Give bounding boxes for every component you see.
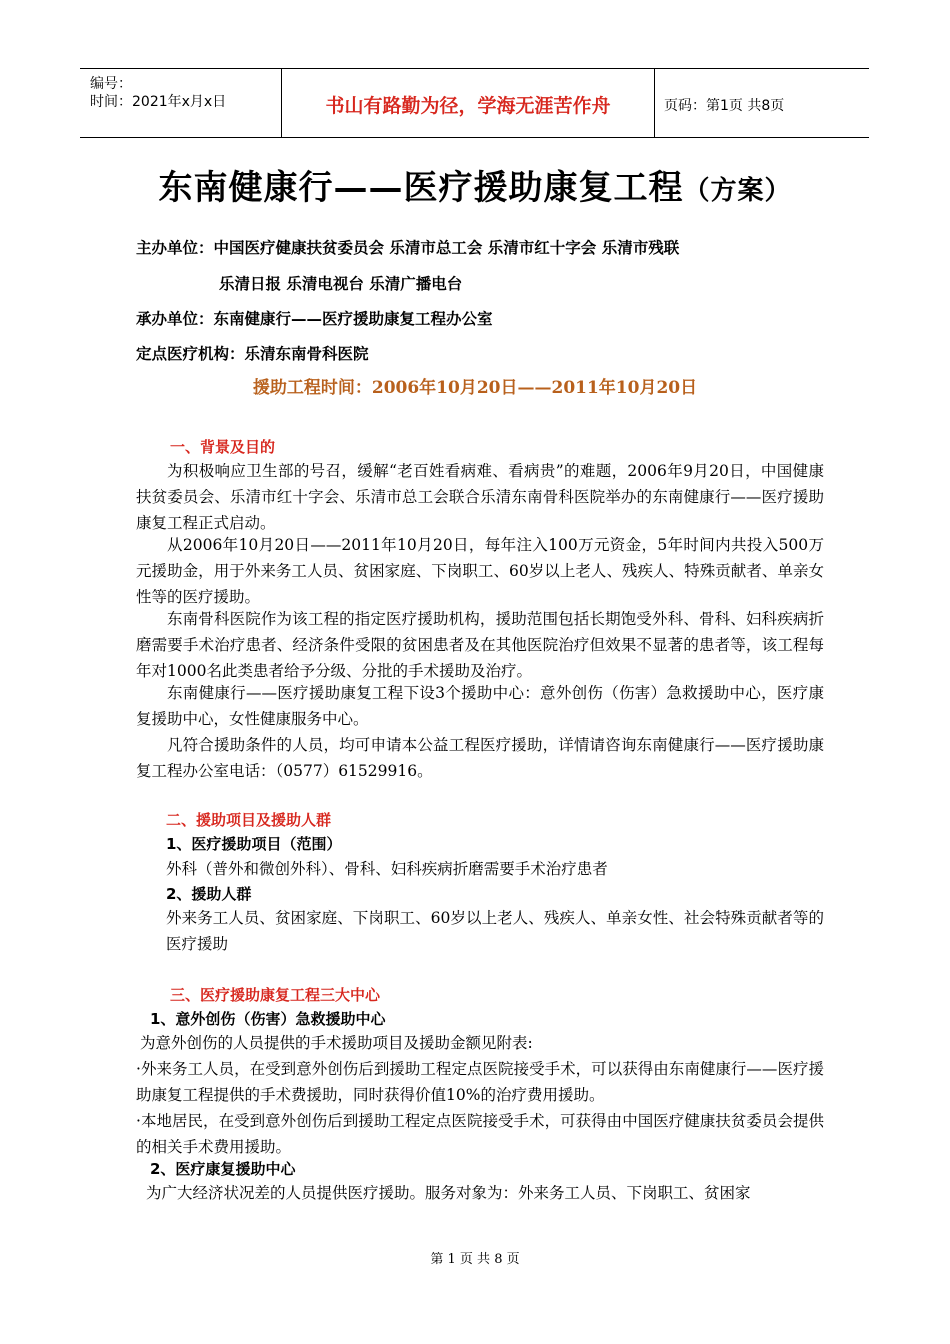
section-2-text-1: 外科（普外和微创外科）、骨科、妇科疾病折磨需要手术治疗患者 (166, 860, 608, 878)
section-3-bullet-2: ·本地居民，在受到意外创伤后到援助工程定点医院接受手术，可获得由中国医疗健康扶贫委员会提供的相关手术费用援助。 (136, 1112, 824, 1156)
section-2-subheading-2: 2、援助人群 (166, 885, 252, 903)
header-right-cell (654, 69, 869, 137)
page-footer: 第 1 页 共 8 页 (430, 1252, 520, 1267)
section-1-paragraph-5: 凡符合援助条件的人员，均可申请本公益工程医疗援助，详情请咨询东南健康行——医疗援助康复工程办公室电话：（0577）61529916。 (136, 736, 824, 780)
section-3-subheading-1: 1、意外创伤（伤害）急救援助中心 (150, 1010, 386, 1028)
section-1-heading: 一、背景及目的 (170, 438, 276, 456)
title-suffix: （方案） (683, 176, 792, 206)
header-middle-cell (281, 69, 655, 137)
section-3-heading: 三、医疗援助康复工程三大中心 (170, 986, 381, 1004)
document-time: 时间：2021年x月x日 (90, 94, 227, 110)
organizers-line-2: 乐清日报 乐清电视台 乐清广播电台 (219, 275, 463, 293)
section-3-intro: 为意外创伤的人员提供的手术援助项目及援助金额见附表: (140, 1034, 533, 1052)
document-title (0, 160, 950, 209)
section-1-paragraph-3: 东南骨科医院作为该工程的指定医疗援助机构，援助范围包括长期饱受外科、骨科、妇科疾病折磨需要手术治疗患者、经济条件受限的贫困患者及在其他医院治疗但效果不显著的患者等，该工程每年对1000名此类患者给予分级、分批的手术援助及治疗。 (136, 610, 824, 680)
section-2-heading: 二、援助项目及援助人群 (166, 811, 332, 829)
section-1-paragraph-4: 东南健康行——医疗援助康复工程下设3个援助中心：意外创伤（伤害）急救援助中心，医疗康复援助中心，女性健康服务中心。 (136, 684, 824, 728)
section-3-text-2: 为广大经济状况差的人员提供医疗援助。服务对象为：外来务工人员、下岗职工、贫困家 (146, 1184, 751, 1202)
header-motto: 书山有路勤为径，学海无涯苦作舟 (325, 95, 611, 117)
section-1-paragraph-1: 为积极响应卫生部的号召，缓解“老百姓看病难、看病贵”的难题，2006年9月20日，中国健康扶贫委员会、乐清市红十字会、乐清市总工会联合乐清东南骨科医院举办的东南健康行——医疗援助康复工程正式启动。 (136, 462, 824, 532)
title-main: 东南健康行——医疗援助康复工程 (158, 168, 684, 208)
organizers-line-1: 主办单位：中国医疗健康扶贫委员会 乐清市总工会 乐清市红十字会 乐清市残联 (136, 239, 680, 257)
section-3-bullet-1: ·外来务工人员，在受到意外创伤后到援助工程定点医院接受手术，可以获得由东南健康行——医疗援助康复工程提供的手术费援助，同时获得价值10%的治疗费用援助。 (136, 1060, 824, 1104)
project-period: 援助工程时间：2006年10月20日——2011年10月20日 (252, 378, 698, 398)
section-2-text-2: 外来务工人员、贫困家庭、下岗职工、60岁以上老人、残疾人、单亲女性、社会特殊贡献者等的医疗援助 (166, 909, 824, 953)
undertaker: 承办单位：东南健康行——医疗援助康复工程办公室 (136, 310, 493, 328)
document-code: 编号： (90, 76, 132, 92)
section-3-subheading-2: 2、医疗康复援助中心 (150, 1160, 296, 1178)
section-1-paragraph-2: 从2006年10月20日——2011年10月20日，每年注入100万元资金，5年时间内共投入500万元援助金，用于外来务工人员、贫困家庭、下岗职工、60岁以上老人、残疾人、特殊贡献者、单亲女性等的医疗援助。 (136, 536, 824, 606)
header-left-cell (80, 69, 280, 137)
header-page-number: 页码：第1页 共8页 (664, 98, 785, 114)
section-2-subheading-1: 1、医疗援助项目（范围） (166, 835, 342, 853)
designated-hospital: 定点医疗机构：乐清东南骨科医院 (136, 345, 369, 363)
page-header (80, 68, 869, 138)
